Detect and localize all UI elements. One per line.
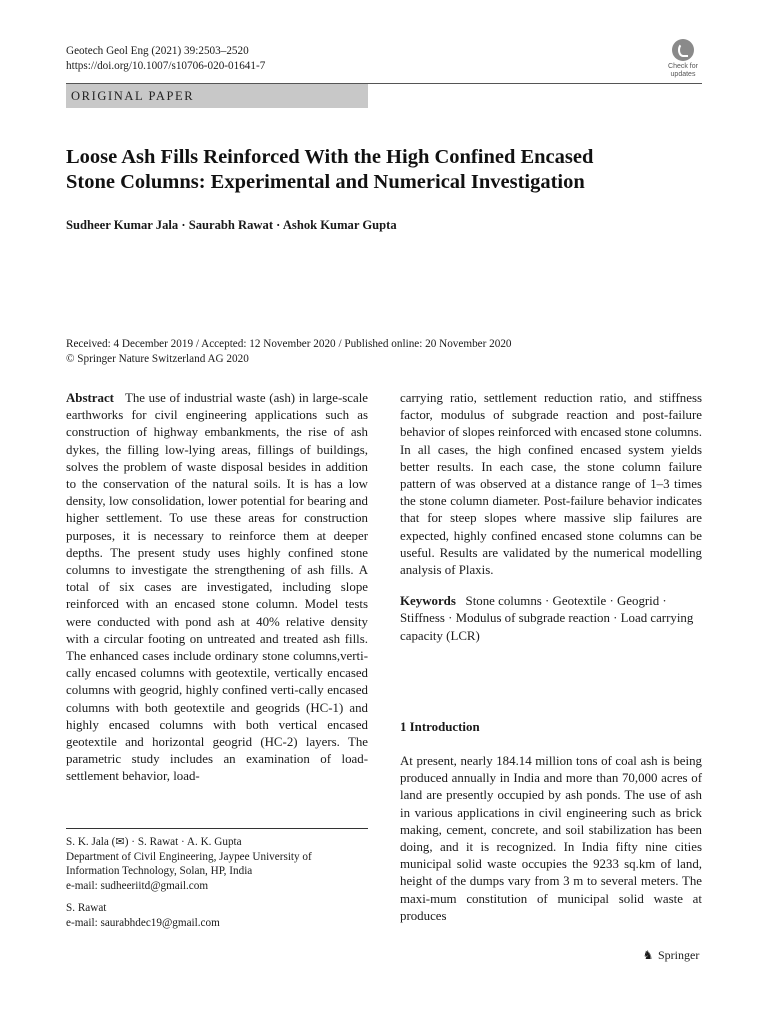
doi-link[interactable]: https://doi.org/10.1007/s10706-020-01641-7 [66,60,266,72]
journal-citation: Geotech Geol Eng (2021) 39:2503–2520 [66,45,249,57]
abstract-label: Abstract [66,391,114,405]
second-author: S. Rawat [66,902,107,914]
badge-text [663,63,703,78]
abstract-text: The use of industrial waste (ash) in large-scale earthworks for civil engineering applications such as construction of highway embankments, the rise of ash dykes, the filling low-lying areas, fillings of buildings, solves the problem of waste disposal besides in addition to the conservation of the natural soils. It is has a low density, low consolidation, lower potential for bearing and higher settlement. To use these areas for construction purposes, it is necessary to reinforce them at deeper depths. The present study uses highly confined stone columns to investigate the strengthening of ash fills. A total of six cases are investigated, including slope reinforced with an encased stone column. Model tests were conducted with pond ash at 40% relative density with a circular footing on untreated and treated ash fills. The enhanced cases include ordinary stone columns,verti-cally encased columns with geotextile, vertically encased columns with geogrid, highly confined verti-cally encased columns with both geotextile and geogrids (HC-1) and highly encased columns with both vertical encased geotextile and horizontal geogrid (HC-2) layers. The parametric study includes an examination of load-settlement behavior, load- [66,391,368,784]
title-line-1: Loose Ash Fills Reinforced With the High Confined Encased [66,146,594,168]
badge-line-2: updates [670,70,696,78]
title-line-2: Stone Columns: Experimental and Numerical Investigation [66,171,585,193]
abstract-paragraph [66,390,368,786]
springer-horse-icon: ♞ [642,948,654,962]
badge-line-1: Check for [668,63,698,70]
keywords-label: Keywords [400,594,456,609]
introduction-heading: 1 Introduction [400,720,480,734]
journal-info [66,44,265,74]
email-1[interactable]: e-mail: sudheeriitd@gmail.com [66,879,209,892]
check-for-updates-badge[interactable] [663,38,703,80]
keywords-paragraph [400,593,702,645]
footnote-rule [66,828,368,829]
introduction-text: At present, nearly 184.14 million tons of coal ash is being produced annually in India and more than 70,000 acres of land are presently occupied by ash ponds. The use of ash in various applications in civil engineering such as brick making, cement, concrete, and soil stabilization has been doing, and it is recognized. In India fifty nine cities municipal solid waste occupies the 9233 sq.km of land, height of the dumps vary from 3 m to several meters. The maxi-mum constitution of municipal solid waste at produces [400,754,702,923]
footnote-authors: S. K. Jala (✉) · S. Rawat · A. K. Gupta [66,836,242,848]
affiliation-line-2: Information Technology, Solan, HP, India [66,865,253,877]
check-for-updates-icon [672,39,694,61]
author-footnote [66,835,368,930]
keywords-text: Stone columns · Geotextile · Geogrid · Stiffness · Modulus of subgrade reaction · Load carrying capacity (LCR) [400,594,694,643]
publication-dates [66,337,512,367]
abstract-left-column [66,390,368,786]
affiliation-line-1: Department of Civil Engineering, Jaypee University of [66,850,312,863]
paper-title [66,145,716,195]
publisher-name: Springer [658,948,700,962]
author-list: Sudheer Kumar Jala · Saurabh Rawat · Ashok Kumar Gupta [66,218,397,232]
email-2[interactable]: e-mail: saurabhdec19@gmail.com [66,916,220,929]
abstract-right-column [400,390,702,645]
section-label: ORIGINAL PAPER [66,84,368,108]
copyright: © Springer Nature Switzerland AG 2020 [66,353,249,365]
publisher-mark [641,948,699,963]
abstract-continuation: carrying ratio, settlement reduction ratio, and stiffness factor, modulus of subgrade reaction and post-failure behavior of slopes reinforced with encased stone columns. In all cases, the high confined encased system yields better results. In each case, the stone column failure pattern of was observed at a distance range of 1–3 times the stone column diameter. Post-failure behavior indicates that for steep slopes where massive slip failures are expected, highly confined encased stone columns can be useful. Results are validated by the numerical modelling analysis of Plaxis. [400,391,702,578]
history-dates: Received: 4 December 2019 / Accepted: 12 November 2020 / Published online: 20 November 2020 [66,338,512,350]
